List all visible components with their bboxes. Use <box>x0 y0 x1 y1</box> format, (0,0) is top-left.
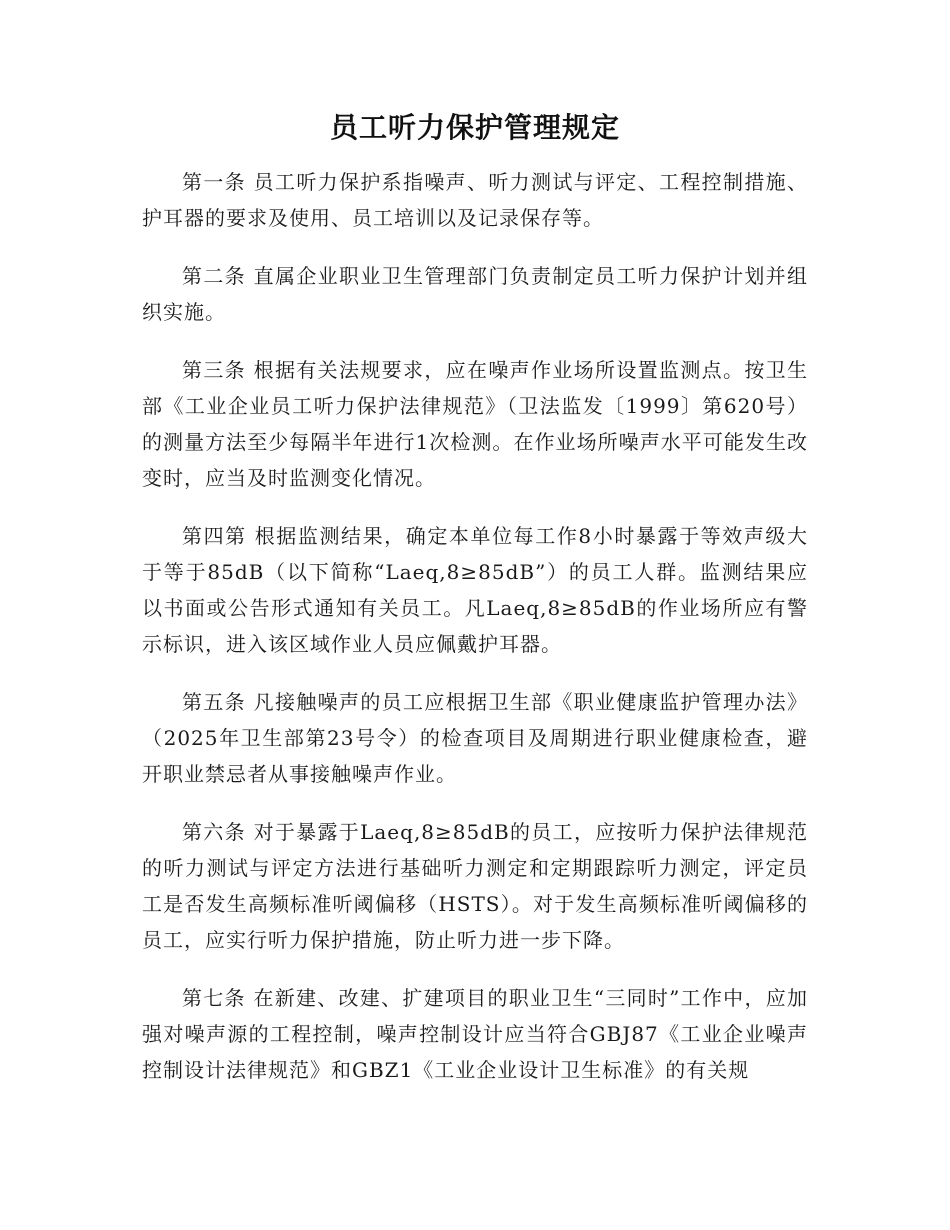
article-3-paragraph: 第三条 根据有关法规要求，应在噪声作业场所设置监测点。按卫生部《工业企业员工听力保护法律规范》（卫法监发〔1999〕第620号）的测量方法至少每隔半年进行1次检测。在作业场所噪声水平可能发生改变时，应当及时监测变化情况。 <box>142 358 808 490</box>
article-2-paragraph: 第二条 直属企业职业卫生管理部门负责制定员工听力保护计划并组织实施。 <box>142 264 808 324</box>
article-7-paragraph: 第七条 在新建、改建、扩建项目的职业卫生“三同时”工作中，应加强对噪声源的工程控制，噪声控制设计应当符合GBJ87《工业企业噪声控制设计法律规范》和GBZ1《工业企业设计卫生标准》的有关规 <box>142 986 808 1082</box>
article-1-paragraph: 第一条 员工听力保护系指噪声、听力测试与评定、工程控制措施、护耳器的要求及使用、员工培训以及记录保存等。 <box>142 170 808 230</box>
article-6-paragraph: 第六条 对于暴露于Laeq,8≥85dB的员工，应按听力保护法律规范的听力测试与评定方法进行基础听力测定和定期跟踪听力测定，评定员工是否发生高频标准听阈偏移（HSTS）。对于发生高频标准听阈偏移的员工，应实行听力保护措施，防止听力进一步下降。 <box>142 820 808 952</box>
article-5-paragraph: 第五条 凡接触噪声的员工应根据卫生部《职业健康监护管理办法》（2025年卫生部第23号令）的检查项目及周期进行职业健康检查，避开职业禁忌者从事接触噪声作业。 <box>142 690 808 786</box>
document-title: 员工听力保护管理规定 <box>329 111 620 144</box>
document-body <box>142 164 808 1110</box>
article-4-paragraph: 第四第 根据监测结果，确定本单位每工作8小时暴露于等效声级大于等于85dB（以下简称“Laeq,8≥85dB”）的员工人群。监测结果应以书面或公告形式通知有关员工。凡Laeq,8≥85dB的作业场所应有警示标识，进入该区域作业人员应佩戴护耳器。 <box>142 524 808 656</box>
